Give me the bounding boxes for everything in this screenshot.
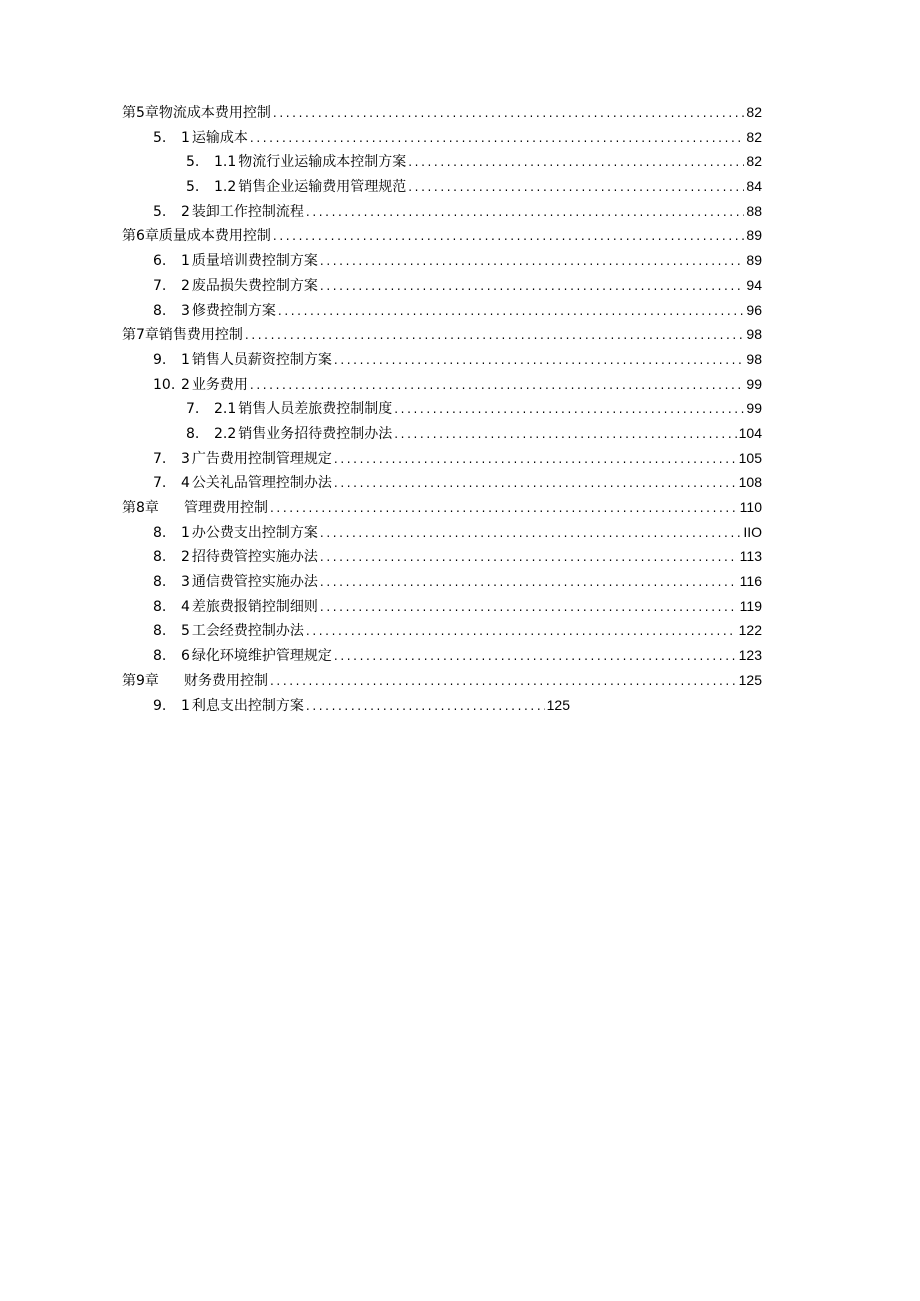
toc-entry[interactable] [122, 100, 762, 125]
toc-section-prefix: 5. [186, 154, 200, 171]
toc-leader-dots [394, 397, 744, 422]
toc-page-number: 122 [738, 622, 762, 639]
toc-section-prefix: 8. [153, 302, 167, 319]
toc-page-number: 98 [746, 326, 762, 343]
toc-subsection-number: 2.2 [214, 425, 237, 442]
toc-entry-title: 销售企业运输费用管理规范 [238, 179, 407, 196]
toc-section-prefix: 7. [153, 277, 167, 294]
toc-entry-title: 销售人员差旅费控制制度 [238, 401, 393, 418]
toc-entry[interactable] [122, 347, 762, 372]
toc-page-number: 94 [746, 276, 762, 293]
toc-entry-title: 质量成本费用控制 [158, 228, 271, 245]
toc-entry[interactable] [122, 322, 762, 347]
toc-section-prefix: 8. [153, 623, 167, 640]
toc-subsection-number: 1 [181, 697, 190, 714]
toc-page-number: 104 [738, 424, 762, 441]
toc-leader-dots [320, 545, 738, 570]
toc-entry[interactable] [122, 125, 762, 150]
toc-subsection-number: 3 [181, 574, 190, 591]
toc-leader-dots [334, 348, 745, 373]
toc-leader-dots [334, 644, 737, 669]
toc-entry[interactable] [122, 569, 762, 594]
toc-leader-dots [320, 249, 745, 274]
toc-subsection-number: 1 [181, 524, 190, 541]
toc-subsection-number: 3 [181, 450, 190, 467]
toc-section-prefix: 8. [153, 648, 167, 665]
toc-entry[interactable] [122, 618, 762, 643]
toc-leader-dots [394, 422, 736, 447]
toc-chapter-prefix: 第7章 [122, 327, 159, 344]
toc-leader-dots [245, 323, 745, 348]
toc-entry[interactable] [122, 174, 762, 199]
toc-leader-dots [334, 471, 737, 496]
toc-leader-dots [250, 373, 745, 398]
toc-leader-dots [320, 521, 741, 546]
toc-page-number: 96 [746, 301, 762, 318]
toc-section-prefix: 5. [186, 179, 200, 196]
toc-section-prefix: 9. [153, 351, 167, 368]
toc-leader-dots [306, 200, 745, 225]
toc-chapter-prefix: 第6章 [122, 228, 159, 245]
toc-page-number: 116 [739, 573, 762, 590]
toc-page-number: 98 [746, 350, 762, 367]
toc-entry-title: 财务费用控制 [184, 672, 268, 689]
toc-leader-dots [250, 126, 745, 151]
toc-section-prefix: 7. [153, 450, 167, 467]
toc-entry[interactable] [122, 223, 762, 248]
toc-page-number: 108 [738, 474, 762, 491]
toc-entry-title: 绿化环境维护管理规定 [191, 648, 332, 665]
toc-page-number: 89 [746, 252, 762, 269]
toc-leader-dots [334, 447, 737, 472]
toc-subsection-number: 2.1 [214, 401, 237, 418]
toc-chapter-prefix: 第9章 [122, 672, 159, 689]
toc-subsection-number: 6 [181, 648, 190, 665]
toc-entry[interactable] [122, 446, 762, 471]
toc-page-number: 82 [746, 104, 762, 120]
toc-subsection-number: 1 [181, 129, 190, 146]
toc-entry[interactable] [122, 643, 762, 668]
toc-subsection-number: 1.1 [214, 154, 237, 171]
toc-entry-title: 销售人员薪资控制方案 [191, 351, 332, 368]
toc-leader-dots [270, 669, 737, 694]
toc-section-prefix: 8. [153, 524, 167, 541]
toc-section-prefix: 5. [153, 129, 167, 146]
toc-leader-dots [320, 570, 738, 595]
toc-subsection-number: 3 [181, 302, 190, 319]
toc-entry-title: 通信费管控实施办法 [191, 574, 318, 591]
toc-leader-dots [273, 224, 745, 249]
toc-entry-title: 装卸工作控制流程 [191, 203, 304, 220]
toc-page-number: 119 [739, 597, 762, 614]
toc-entry-title: 修费控制方案 [191, 302, 276, 319]
toc-entry[interactable] [122, 298, 762, 323]
toc-entry[interactable] [122, 149, 762, 174]
toc-entry-title: 运输成本 [191, 129, 248, 146]
toc-entry[interactable] [122, 544, 762, 569]
toc-subsection-number: 4 [181, 598, 190, 615]
toc-leader-dots [270, 496, 738, 521]
toc-chapter-prefix: 第5章 [122, 105, 159, 121]
toc-entry-title: 物流成本费用控制 [158, 105, 271, 121]
toc-section-prefix: 8. [153, 574, 167, 591]
toc-entry[interactable] [122, 248, 762, 273]
toc-section-prefix: 8. [186, 425, 200, 442]
toc-entry[interactable] [122, 693, 570, 718]
toc-chapter-prefix: 第8章 [122, 500, 159, 516]
toc-entry-title: 广告费用控制管理规定 [191, 450, 332, 467]
toc-entry[interactable] [122, 273, 762, 298]
toc-leader-dots [408, 150, 744, 175]
toc-entry[interactable] [122, 421, 762, 446]
toc-subsection-number: 5 [181, 623, 190, 640]
toc-section-prefix: 5. [153, 203, 167, 220]
toc-page-number: IIO [743, 523, 762, 540]
toc-entry[interactable] [122, 594, 762, 619]
toc-entry-title: 质量培训费控制方案 [191, 253, 318, 270]
toc-entry[interactable] [122, 396, 762, 421]
toc-entry-title: 办公费支出控制方案 [191, 524, 318, 541]
toc-entry-title: 工会经费控制办法 [191, 623, 304, 640]
toc-page-number: 125 [738, 671, 762, 688]
toc-subsection-number: 4 [181, 475, 190, 492]
toc-section-prefix: 7. [186, 401, 200, 418]
toc-section-prefix: 8. [153, 549, 167, 566]
toc-entry-title: 招待费管控实施办法 [191, 549, 318, 566]
toc-page-number: 99 [746, 400, 762, 417]
toc-leader-dots [408, 175, 744, 200]
toc-leader-dots [320, 595, 738, 620]
toc-entry[interactable] [122, 495, 762, 520]
toc-entry[interactable] [122, 372, 762, 397]
toc-leader-dots [306, 619, 737, 644]
toc-entry-title: 销售费用控制 [158, 327, 243, 344]
toc-section-prefix: 9. [153, 697, 167, 714]
toc-page-number: 99 [746, 375, 762, 392]
toc-page-number: 82 [746, 128, 762, 145]
toc-subsection-number: 2 [181, 203, 190, 220]
toc-leader-dots [278, 299, 745, 324]
toc-page-number: 113 [739, 548, 762, 565]
toc-entry-title: 业务费用 [191, 376, 248, 393]
toc-subsection-number: 1 [181, 351, 190, 368]
toc-subsection-number: 1 [181, 253, 190, 270]
toc-leader-dots [306, 694, 545, 719]
toc-entry[interactable] [122, 520, 762, 545]
toc-leader-dots [320, 274, 745, 299]
toc-entry[interactable] [122, 668, 762, 693]
toc-page-number: 105 [738, 449, 762, 466]
toc-subsection-number: 1.2 [214, 179, 237, 196]
toc-section-prefix: 10. [153, 376, 176, 393]
toc-entry-title: 销售业务招待费控制办法 [238, 425, 393, 442]
toc-page-number: 89 [746, 227, 762, 244]
toc-subsection-number: 2 [181, 277, 190, 294]
toc-entry[interactable] [122, 199, 762, 224]
toc-entry[interactable] [122, 470, 762, 495]
toc-page-number: 123 [738, 647, 762, 664]
toc-section-prefix: 6. [153, 253, 167, 270]
toc-entry-title: 废品损失费控制方案 [191, 277, 318, 294]
toc-entry-title: 物流行业运输成本控制方案 [238, 154, 407, 171]
toc-page-number: 88 [746, 202, 762, 219]
toc-subsection-number: 2 [181, 549, 190, 566]
toc-page-number: 84 [746, 178, 762, 195]
toc-entry-title: 管理费用控制 [184, 500, 268, 516]
toc-leader-dots [273, 101, 745, 126]
toc-section-prefix: 7. [153, 475, 167, 492]
table-of-contents [122, 100, 762, 717]
toc-entry-title: 公关礼品管理控制办法 [191, 475, 332, 492]
toc-section-prefix: 8. [153, 598, 167, 615]
toc-page-number: 125 [546, 696, 570, 713]
toc-entry-title: 利息支出控制方案 [191, 697, 304, 714]
toc-page-number: 82 [746, 153, 762, 170]
toc-entry-title: 差旅费报销控制细则 [191, 598, 318, 615]
toc-subsection-number: 2 [181, 376, 190, 393]
toc-page-number: 110 [739, 499, 762, 515]
